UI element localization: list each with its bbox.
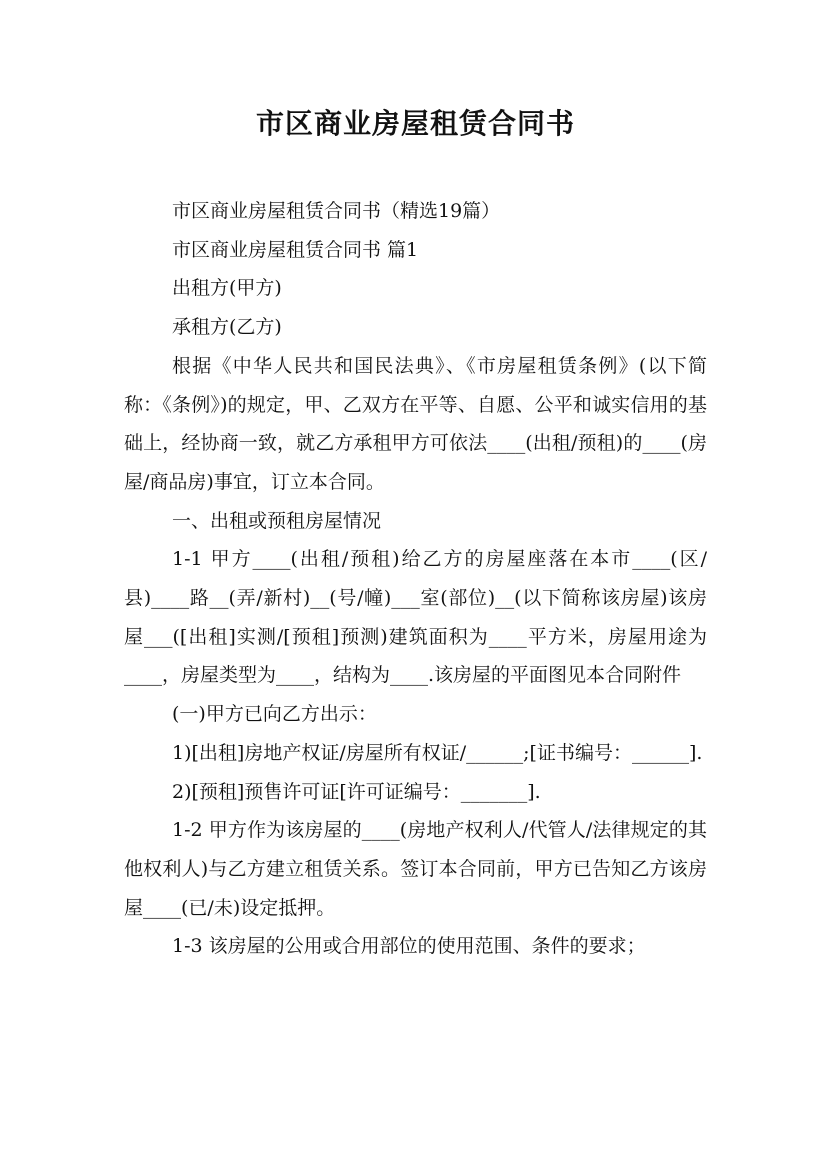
- paragraph-lessor: 出租方(甲方): [172, 277, 282, 300]
- paragraph-lessee: 承租方(乙方): [172, 316, 282, 339]
- paragraph-clause-1-1: 1-1 甲方____(出租/预租)给乙方的房屋座落在本市____(区/县)____路__(弄/新村)__(号/幢)___室(部位)__(以下简称该房屋)该房屋___([出租]实测/[预租]预测)建筑面积为____平方米，房屋用途为____，房屋类型为____，结构为____.该房屋的平面图见本合同附件: [124, 548, 707, 687]
- paragraph-item-2: 2)[预租]预售许可证[许可证编号：_______].: [172, 780, 541, 803]
- paragraph-subtitle: 市区商业房屋租赁合同书（精选19篇）: [172, 200, 501, 222]
- document-title: 市区商业房屋租赁合同书: [255, 107, 575, 140]
- paragraph-clause-1-3: 1-3 该房屋的公用或合用部位的使用范围、条件的要求；: [172, 935, 646, 958]
- document-body: [124, 192, 707, 966]
- paragraph-preamble: 根据《中华人民共和国民法典》、《市房屋租赁条例》(以下简称：《条例》)的规定，甲、乙双方在平等、自愿、公平和诚实信用的基础上，经协商一致，就乙方承租甲方可依法____(出租/预租)的____(房屋/商品房)事宜，订立本合同。: [124, 354, 707, 493]
- paragraph-clause-heading: 一、出租或预租房屋情况: [172, 509, 382, 532]
- paragraph-clause-1-2: 1-2 甲方作为该房屋的____(房地产权利人/代管人/法律规定的其他权利人)与乙方建立租赁关系。签订本合同前，甲方已告知乙方该房屋____(已/未)设定抵押。: [124, 819, 707, 919]
- paragraph-section-heading: 市区商业房屋租赁合同书 篇1: [172, 238, 419, 261]
- paragraph-item-1: 1)[出租]房地产权证/房屋所有权证/______;[证书编号：______].: [172, 741, 703, 764]
- paragraph-subheading: (一)甲方已向乙方出示：: [172, 703, 377, 726]
